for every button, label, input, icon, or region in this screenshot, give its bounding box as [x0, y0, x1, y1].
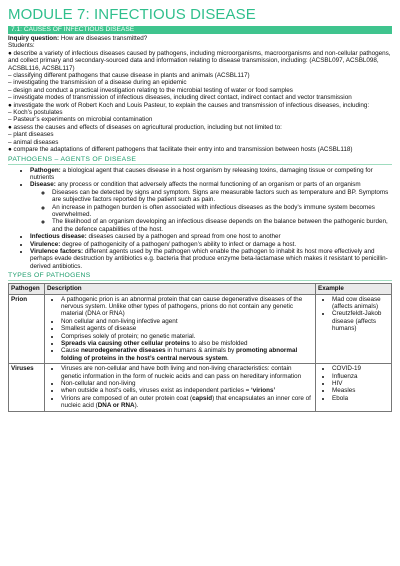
syllabus-line: ● compare the adaptations of different pathogens that facilitate their entry into and transmission between hosts (ACSBL118) [8, 146, 353, 154]
syllabus-line: ● investigate the work of Robert Koch and Louis Pasteur, to explain the causes and transmission of infectious diseases, including: [8, 101, 370, 109]
disease-sublist [30, 189, 392, 233]
term-text: a biological agent that causes disease in a host organism by releasing toxins, damaging tissue or competing for nutrients [30, 166, 373, 181]
disease-sub-item: ◦ An increase in pathogen burden is often associated with infectious diseases as the body’s immune system becomes overwhelmed. [52, 204, 392, 219]
inquiry-question [8, 35, 392, 42]
types-heading: TYPES OF PATHOGENS [8, 271, 392, 281]
description-item: • A pathogenic prion is an abnormal protein that can cause degenerative diseases of the nervous system. Unlike other types of pathogens, prions do not contain any genetic material (DNA or RNA) [61, 296, 313, 318]
example-item: • Measles [332, 387, 389, 394]
description-item: • Smallest agents of disease [61, 325, 313, 332]
examples-list [318, 296, 389, 333]
term-text: degree of pathogenicity of a pathogen/ pathogen’s ability to infect or damage a host. [60, 240, 297, 248]
table-row-prion [9, 294, 392, 364]
students-label: Students: [8, 42, 35, 50]
example-item: • Creutzfeldt-Jakob disease (affects humans) [332, 310, 389, 332]
plain-text: Cause [61, 347, 81, 355]
definition-virulence-factors [30, 248, 392, 270]
plain-text: when outside a host's cells, viruses exist as independent particles = [61, 387, 252, 395]
pathogen-table [8, 283, 392, 412]
plain-text: ) that encapsulates an inner core of nucleic acid ( [61, 394, 311, 410]
plain-text: ). [134, 402, 139, 410]
plain-text: to also be misfolded [189, 340, 248, 348]
disease-sub-item: ◦ The likelihood of an organism developing an infectious disease depends on the balance between the pathogenic burden, and the defence capabilities of the host. [52, 218, 392, 233]
example-item: • HIV [332, 380, 389, 387]
example-item: • COVID-19 [332, 365, 389, 372]
pathogen-name [9, 294, 45, 364]
description-list [47, 296, 313, 363]
definitions-list [8, 167, 392, 271]
syllabus-line: – design and conduct a practical investigation relating to the microbial testing of water or food samples [8, 86, 293, 94]
definition-pathogen [30, 167, 392, 182]
notes-page [8, 0, 392, 412]
pathogen-examples [316, 364, 392, 411]
definition-infectious [30, 233, 392, 240]
pathogen-name-text: Prion [11, 295, 28, 303]
description-item: • Non-cellular and non-living [61, 380, 313, 387]
pathogen-name [9, 364, 45, 411]
syllabus-line: – plant diseases [8, 131, 54, 139]
term-text: any process or condition that adversely affects the normal functioning of an organism or parts of an organism [55, 181, 361, 189]
syllabus-line: ● describe a variety of infectious diseases caused by pathogens, including microorganisms, macroorganisms and non-cellular pathogens, and collect primary and secondary-sourced data and information relating to disease transmission, including: (ACSBL097, ACSBL098, ACSBL116, ACSBL117) [8, 49, 391, 72]
definition-virulence [30, 241, 392, 248]
description-item [61, 340, 313, 347]
term: Virulence: [30, 240, 61, 248]
term-text: different agents used by the pathogen which enable the pathogen to inhabit its host more effectively and perhaps evade destruction by antibiotics e.g. bacteria that produce enzyme beta-lactamase which makes it resistant to penicillin-derived antibiotics. [30, 247, 388, 270]
term: Pathogen: [30, 166, 61, 174]
syllabus-line: – animal diseases [8, 138, 59, 146]
syllabus-line: – Pasteur’s experiments on microbial contamination [8, 116, 153, 124]
page-title: MODULE 7: INFECTIOUS DISEASE [8, 6, 256, 23]
syllabus-line: – investigate modes of transmission of infectious diseases, including direct contact, indirect contact and vector transmission [8, 94, 352, 102]
inquiry-text: How are diseases transmitted? [59, 35, 148, 42]
bold-text: DNA or RNA [97, 402, 135, 410]
syllabus-line: ● assess the causes and effects of diseases on agricultural production, including but not limited to: [8, 123, 282, 131]
syllabus-list [8, 50, 392, 154]
bold-text: Spreads via causing other cellular proteins [61, 340, 190, 348]
description-item [61, 395, 313, 410]
description-item: • Viruses are non-cellular and have both living and non-living characteristics: contain genetic information in the form of nucleic acids and can pass on hereditary information [61, 365, 313, 380]
syllabus-line: – classifying different pathogens that cause disease in plants and animals (ACSBL117) [8, 72, 250, 80]
table-header-row [9, 284, 392, 294]
description-item: • Non cellular and non-living infective agent [61, 318, 313, 325]
bold-text: capsid [192, 394, 213, 402]
table-row-viruses [9, 364, 392, 411]
term: Disease: [30, 181, 56, 189]
examples-list [318, 365, 389, 402]
disease-sub-item: ◦ Diseases can be detected by signs and symptom. Signs are measurable factors such as temperature and BP. Symptoms are subjective factors reported by the patient such as pain. [52, 189, 392, 204]
plain-text: Virions are composed of an outer protein coat ( [61, 394, 193, 402]
column-header: Description [45, 284, 316, 294]
definition-disease [30, 181, 392, 233]
description-item [61, 387, 313, 394]
description-list [47, 365, 313, 409]
pathogens-heading: PATHOGENS – AGENTS OF DISEASE [8, 155, 392, 165]
description-item [61, 347, 313, 362]
term: Virulence factors: [30, 247, 84, 255]
example-item: • Influenza [332, 373, 389, 380]
bold-text: ‘virions’ [251, 387, 276, 395]
column-header: Example [316, 284, 392, 294]
column-header: Pathogen [9, 284, 45, 294]
syllabus-line: – investigating the transmission of a disease during an epidemic [8, 79, 187, 87]
syllabus-line: – Koch’s postulates [8, 109, 63, 117]
term-text: diseases caused by a pathogen and spread from one host to another [86, 233, 281, 241]
plain-text: in humans & animals by [165, 347, 237, 355]
pathogen-name-text: Viruses [11, 365, 34, 373]
description-item: • Comprises solely of protein; no genetic material. [61, 333, 313, 340]
term: Infectious disease: [30, 233, 87, 241]
pathogen-description [45, 294, 316, 364]
inquiry-label: Inquiry question: [8, 35, 60, 42]
bold-text: neurodegenerative diseases [80, 347, 166, 355]
plain-text: . [226, 354, 229, 362]
pathogen-examples [316, 294, 392, 364]
example-item: • Ebola [332, 395, 389, 402]
section-bar: 7.1: CAUSES OF INFECTIOUS DISEASE [8, 26, 392, 34]
bold-text: promoting abnormal folding of proteins in the host’s central nervous system [61, 347, 298, 362]
example-item: • Mad cow disease (affects animals) [332, 296, 389, 311]
pathogen-description [45, 364, 316, 411]
